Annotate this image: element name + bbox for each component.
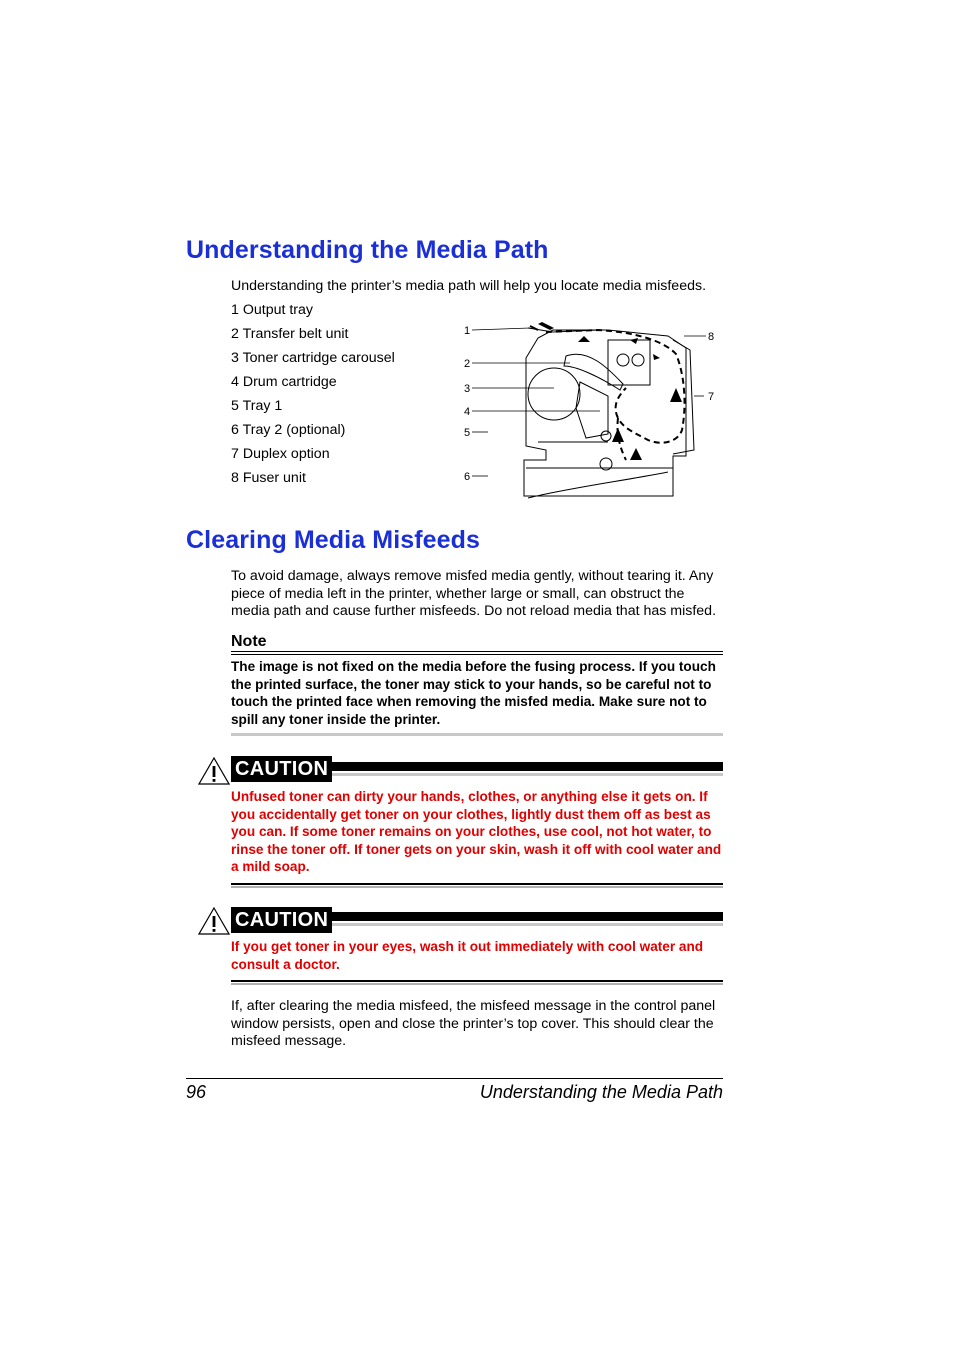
caution-label-2: CAUTION — [231, 907, 332, 933]
callout-4: 4 — [464, 406, 471, 418]
caution-rule-1 — [231, 883, 723, 885]
caution-rule-1-shadow — [231, 886, 723, 888]
note-rule-top-2 — [231, 654, 723, 655]
caution-text-1: Unfused toner can dirty your hands, clothes, or anything else it gets on. If you accidentally get toner on your clothes, lightly dust them off as best as you can. If some toner remains on your clothes, use cool, not hot water, to rinse the toner off. If toner gets on your skin, wash it off with cool water and a mild soap. — [231, 789, 722, 875]
legend-item-transfer-belt: 2 Transfer belt unit — [231, 326, 349, 342]
callout-8: 8 — [708, 331, 715, 343]
section-title-clearing-misfeeds: Clearing Media Misfeeds — [186, 526, 481, 554]
note-text: The image is not fixed on the media before the fusing process. If you touch the printed surface, the toner may stick to your hands, so be careful not to touch the printed face when removing the misfed media. Make sure not to spill any toner inside the printer. — [231, 659, 716, 727]
clearing-intro: To avoid damage, always remove misfed media gently, without tearing it. Any piece of media left in the printer, whether large or small, can obstruct the media path and cause further misfeeds. Do not reload media that has misfed. — [231, 568, 717, 620]
footer-rule — [186, 1078, 723, 1079]
callout-3: 3 — [464, 383, 471, 395]
callout-5: 5 — [464, 427, 471, 439]
legend-item-output-tray: 1 Output tray — [231, 302, 314, 318]
legend-item-drum-cartridge: 4 Drum cartridge — [231, 374, 337, 390]
note-rule-top — [231, 651, 723, 652]
warning-triangle-icon — [198, 907, 230, 935]
media-path-intro: Understanding the printer’s media path will help you locate media misfeeds. — [231, 278, 707, 294]
page-number: 96 — [186, 1082, 207, 1102]
caution-label-1: CAUTION — [231, 756, 332, 782]
legend-item-tray1: 5 Tray 1 — [231, 398, 283, 414]
closing-paragraph: If, after clearing the media misfeed, the misfeed message in the control panel window persists, open and close the printer’s top cover. This should clear the misfeed message. — [231, 998, 716, 1050]
callout-7: 7 — [708, 391, 715, 403]
caution-rule-2 — [231, 980, 723, 982]
note-rule-bottom — [231, 733, 723, 736]
section-title-media-path: Understanding the Media Path — [186, 236, 549, 264]
note-title: Note — [231, 633, 267, 650]
legend-item-toner-carousel: 3 Toner cartridge carousel — [231, 350, 395, 366]
legend-item-tray2: 6 Tray 2 (optional) — [231, 422, 346, 438]
callout-6: 6 — [464, 471, 471, 483]
legend-item-fuser: 8 Fuser unit — [231, 470, 306, 486]
warning-triangle-icon — [198, 757, 230, 785]
printer-media-path-diagram — [458, 318, 728, 504]
footer-title: Understanding the Media Path — [479, 1082, 723, 1102]
callout-2: 2 — [464, 358, 471, 370]
legend-item-duplex: 7 Duplex option — [231, 446, 330, 462]
caution-text-2: If you get toner in your eyes, wash it out immediately with cool water and consult a doctor. — [231, 939, 704, 972]
caution-rule-2-shadow — [231, 983, 723, 985]
callout-1: 1 — [464, 325, 471, 337]
